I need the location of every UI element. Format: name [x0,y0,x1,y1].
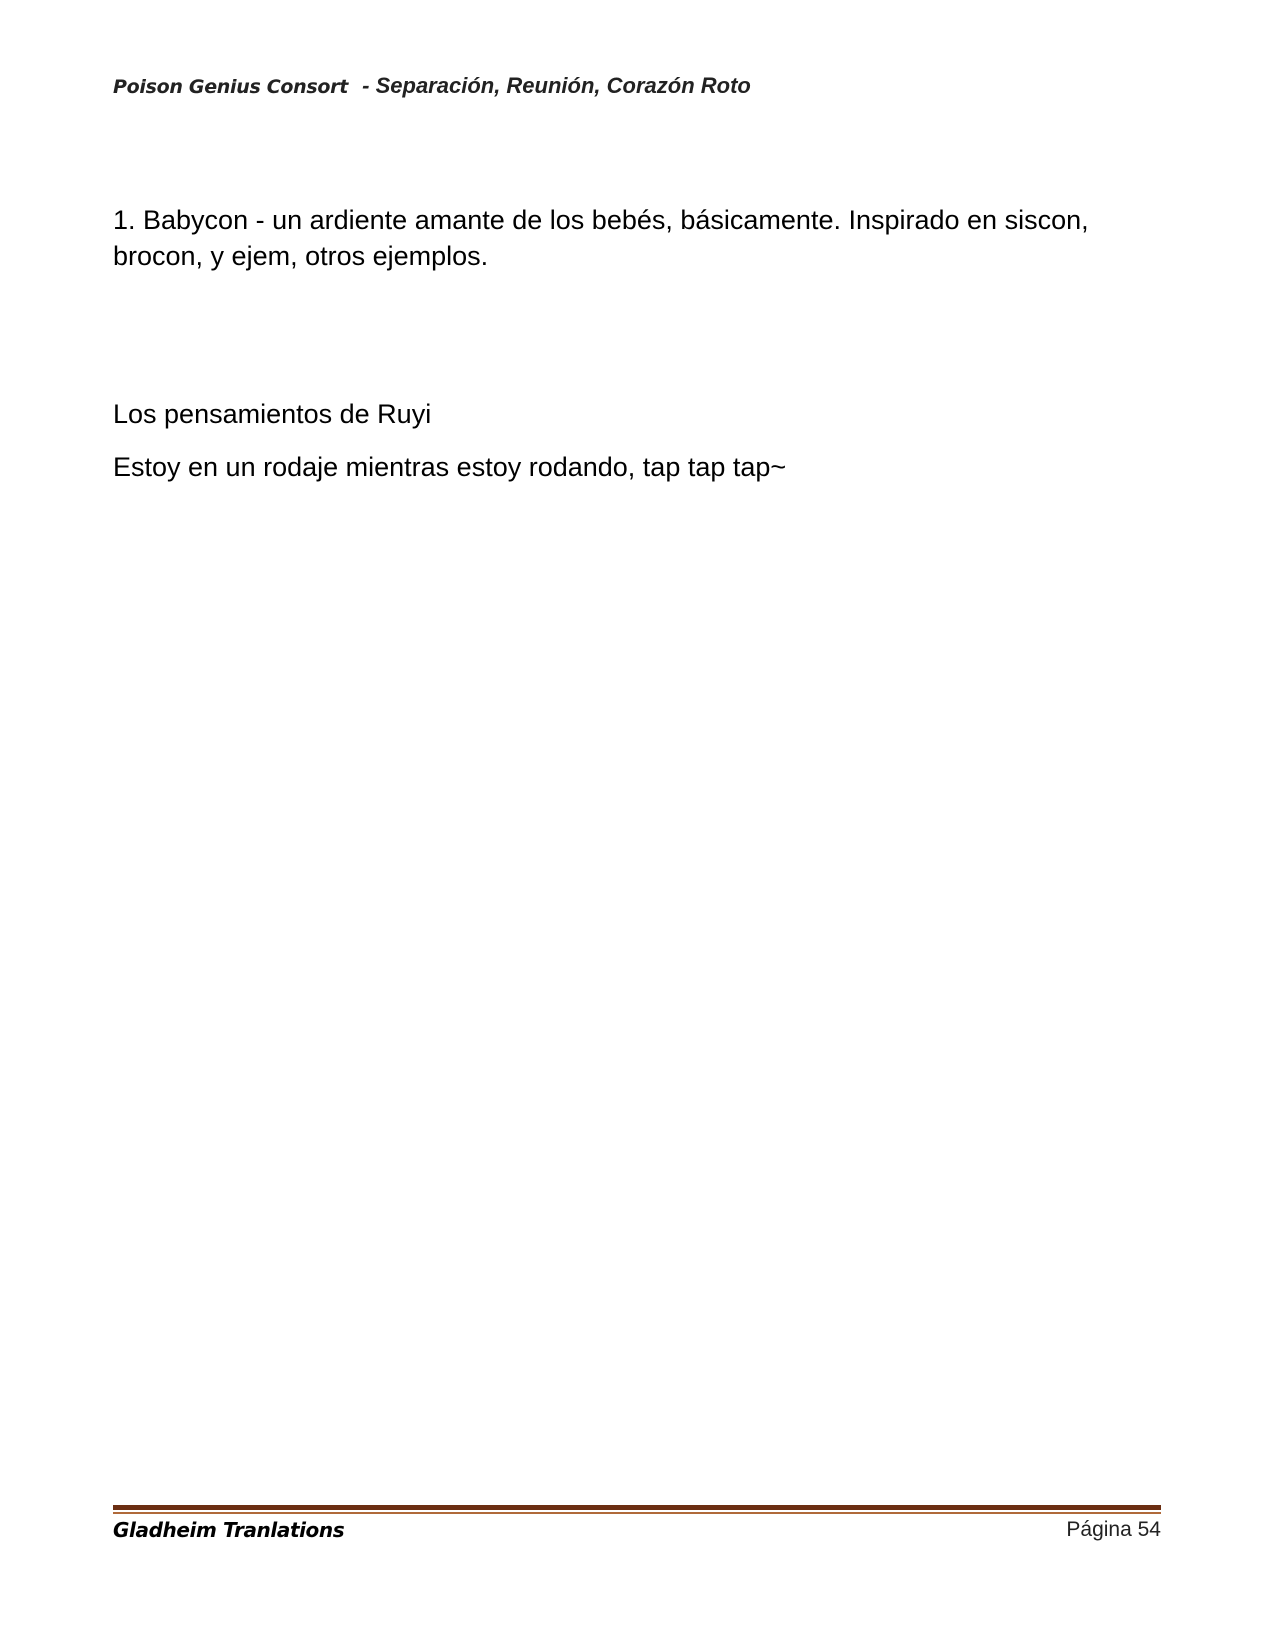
footnote-babycon: 1. Babycon - un ardiente amante de los bebés, básicamente. Inspirado en siscon, brocon, y ejem, otros ejemplos. [113,205,1089,271]
series-title: Poison Genius Consort [113,76,349,98]
footer-translator: Gladheim Tranlations [113,1518,345,1542]
footer-rule-thick [113,1505,1161,1510]
thoughts-heading: Los pensamientos de Ruyi [113,399,432,429]
page-number: Página 54 [1066,1518,1161,1541]
thoughts-text: Estoy en un rodaje mientras estoy rodando, tap tap tap~ [113,452,787,482]
running-header [113,73,751,99]
footer-rule-thin [113,1512,1161,1514]
header-separator: - [362,73,370,98]
chapter-title: Separación, Reunión, Corazón Roto [375,73,751,98]
